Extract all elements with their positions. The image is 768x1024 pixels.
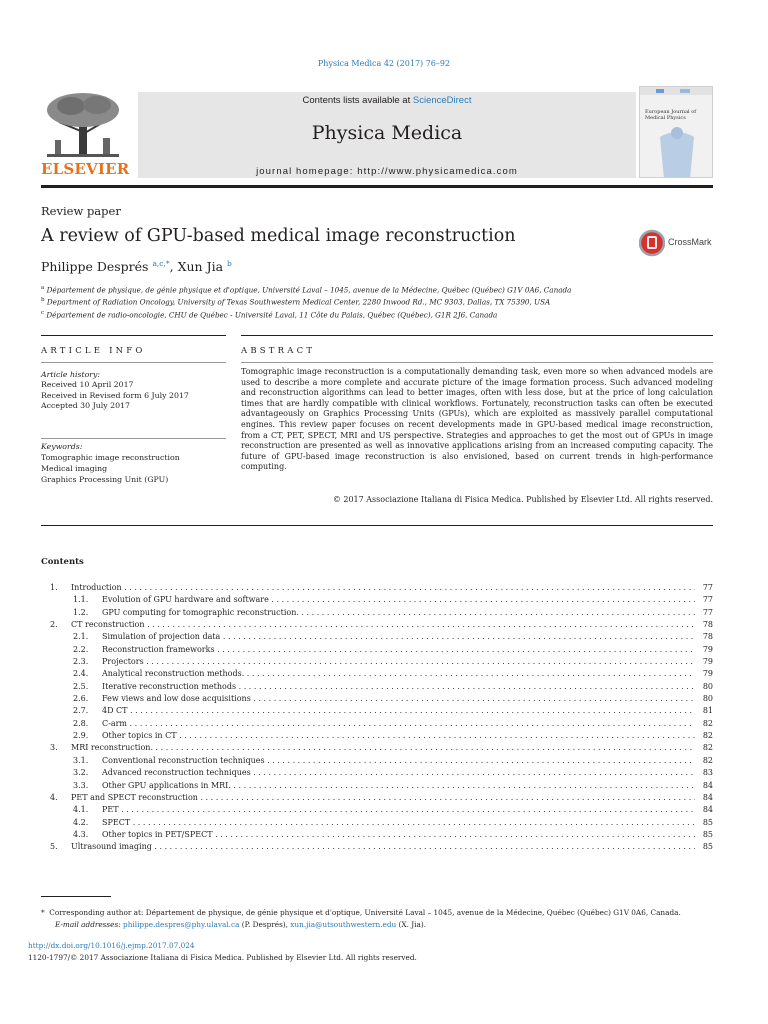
- toc-entry[interactable]: [41, 718, 713, 730]
- toc-entry-label[interactable]: C-arm . . .: [102, 718, 695, 730]
- toc-entry-label[interactable]: Other topics in CT . . .: [102, 730, 695, 742]
- toc-entry[interactable]: [41, 681, 713, 693]
- toc-entry-page[interactable]: 78: [702, 632, 713, 642]
- toc-entry-number: 1.2.: [73, 607, 89, 617]
- toc-entry-page[interactable]: 84: [702, 792, 713, 802]
- toc-entry[interactable]: [41, 755, 713, 767]
- masthead-rule: [41, 185, 713, 188]
- divider: [41, 438, 226, 439]
- abstract-heading: ABSTRACT: [241, 346, 316, 356]
- toc-entry-page[interactable]: 82: [702, 755, 713, 765]
- affiliation-item: [41, 308, 713, 320]
- toc-entry[interactable]: [41, 780, 713, 792]
- toc-entry-label[interactable]: Other topics in PET/SPECT . . .: [102, 829, 695, 841]
- toc-entry[interactable]: [41, 594, 713, 606]
- toc-entry[interactable]: [41, 644, 713, 656]
- email-label: E-mail addresses:: [55, 919, 121, 929]
- table-of-contents: [41, 582, 713, 854]
- history-item: Accepted 30 July 2017: [41, 400, 130, 410]
- toc-entry-label[interactable]: Ultrasound imaging . . .: [71, 841, 695, 853]
- affiliation-text: Département de radio-oncologie, CHU de Québec - Université Laval, 11 Côte du Palais, Québec (Québec), G1R 2J6, Canada: [46, 310, 498, 320]
- toc-entry-label[interactable]: PET and SPECT reconstruction . . .: [71, 792, 695, 804]
- toc-entry-page[interactable]: 80: [702, 694, 713, 704]
- sciencedirect-link[interactable]: ScienceDirect: [412, 95, 472, 106]
- toc-entry-number: 2.7.: [73, 706, 89, 716]
- journal-header-band: [138, 92, 636, 178]
- toc-entry-label[interactable]: Other GPU applications in MRI. . . .: [102, 780, 695, 792]
- toc-entry-number: 2.4.: [73, 669, 89, 679]
- toc-entry-number: 2.5.: [73, 681, 89, 691]
- divider: [241, 362, 713, 363]
- footnote-emails: [41, 919, 731, 931]
- toc-entry-page[interactable]: 77: [702, 595, 713, 605]
- toc-entry-number: 3.1.: [73, 755, 89, 765]
- toc-entry-label[interactable]: PET . . .: [102, 804, 695, 816]
- toc-entry-page[interactable]: 84: [702, 780, 713, 790]
- toc-entry-number: 2.2.: [73, 644, 89, 654]
- toc-entry[interactable]: [41, 619, 713, 631]
- divider: [41, 525, 713, 526]
- journal-cover-thumbnail: [639, 86, 713, 178]
- elsevier-wordmark: ELSEVIER: [41, 160, 130, 178]
- toc-entry-label[interactable]: GPU computing for tomographic reconstruction. . . .: [102, 607, 695, 619]
- toc-entry-number: 2.8.: [73, 718, 89, 728]
- author-affiliation-marks[interactable]: b: [227, 259, 232, 268]
- crossmark-badge[interactable]: [639, 229, 719, 257]
- toc-entry[interactable]: [41, 656, 713, 668]
- abstract-text: Tomographic image reconstruction is a computationally demanding task, even more so when advanced models are used to describe a more complete and accurate picture of the image formation process. Such advanced modeling and reconstruction algorithms can lead to better images, often with less dose, but at the price of long calculation times that are hardly compatible with clinical workflows. Fortunately, reconstruction tasks can often be executed advantageously on Graphics Processing Units (GPUs), which are exploited as massively parallel computational engines. This review paper focuses on recent developments made in GPU-based medical image reconstruction, from a CT, PET, SPECT, MRI and US perspective. Strategies and approaches to get the most out of GPUs in image reconstruction are presented as well as innovative applications arising from an increased computing capacity. The future of GPU-based image reconstruction is also envisioned, based on current trends in high-performance computing.: [241, 367, 713, 472]
- toc-entry-label[interactable]: Advanced reconstruction techniques . . .: [102, 767, 695, 779]
- toc-entry-number: 3.: [50, 743, 58, 753]
- masthead: [41, 86, 713, 178]
- crossmark-label: CrossMark: [668, 237, 712, 247]
- history-item: Received 10 April 2017: [41, 380, 134, 390]
- keywords-label: Keywords:: [41, 442, 83, 451]
- toc-entry-number: 2.3.: [73, 657, 89, 667]
- author-name[interactable]: Philippe Després: [41, 259, 149, 275]
- history-item: Received in Revised form 6 July 2017: [41, 390, 189, 400]
- toc-entry-label[interactable]: Conventional reconstruction techniques . . .: [102, 755, 695, 767]
- footnote-mark: *: [41, 908, 45, 917]
- issn-copyright-line: 1120-1797/© 2017 Associazione Italiana di Fisica Medica. Published by Elsevier Ltd. All rights reserved.: [28, 953, 417, 962]
- footnote-corresponding: [41, 907, 731, 919]
- toc-entry-page[interactable]: 85: [702, 817, 713, 827]
- affiliation-text: Département de physique, de génie physique et d'optique, Université Laval – 1045, avenue de la Médecine, Québec (Québec) G1V 0A6, Canada: [46, 285, 572, 295]
- toc-entry-label[interactable]: SPECT . . .: [102, 817, 695, 829]
- toc-entry-label[interactable]: Analytical reconstruction methods. . . .: [102, 668, 695, 680]
- toc-entry[interactable]: [41, 829, 713, 841]
- toc-entry[interactable]: [41, 792, 713, 804]
- toc-entry-page[interactable]: 77: [702, 607, 713, 617]
- divider: [41, 335, 226, 336]
- cover-title: European Journal of Medical Physics: [645, 109, 697, 121]
- toc-entry[interactable]: [41, 841, 713, 853]
- email-owner: (X. Jia).: [396, 919, 427, 929]
- toc-entry-label[interactable]: Reconstruction frameworks . . .: [102, 644, 695, 656]
- toc-entry-label[interactable]: Iterative reconstruction methods . . .: [102, 681, 695, 693]
- keywords: [41, 441, 180, 485]
- article-info-heading: ARTICLE INFO: [41, 346, 146, 356]
- cover-art-icon: [640, 87, 713, 178]
- toc-entry-page[interactable]: 78: [702, 620, 713, 630]
- toc-entry[interactable]: [41, 705, 713, 717]
- toc-entry-label[interactable]: 4D CT . . .: [102, 705, 695, 717]
- keyword-item: Tomographic image reconstruction: [41, 453, 180, 462]
- divider: [41, 362, 226, 363]
- toc-entry[interactable]: [41, 742, 713, 754]
- tree-icon: [41, 92, 125, 162]
- toc-entry-number: 1.: [50, 583, 58, 592]
- elsevier-logo: [41, 92, 130, 178]
- toc-entry[interactable]: [41, 817, 713, 829]
- affiliation-item: [41, 283, 713, 295]
- toc-entry-number: 2.9.: [73, 731, 89, 741]
- toc-entry[interactable]: [41, 607, 713, 619]
- journal-reference-link[interactable]: Physica Medica 42 (2017) 76–92: [317, 59, 451, 68]
- affiliation-text: Department of Radiation Oncology, University of Texas Southwestern Medical Center, 2280 Inwood Rd., MC 9303, Dallas, TX 75390, USA: [46, 297, 551, 307]
- toc-entry-label[interactable]: Few views and low dose acquisitions . . .: [102, 693, 695, 705]
- toc-entry[interactable]: [41, 804, 713, 816]
- journal-homepage[interactable]: journal homepage: http://www.physicamedica.com: [256, 166, 518, 177]
- toc-entry-number: 4.3.: [73, 829, 89, 839]
- contents-available-line: [138, 95, 636, 106]
- email-owner: (P. Després),: [239, 919, 291, 929]
- toc-entry-label[interactable]: Projectors . . .: [102, 656, 695, 668]
- abstract-copyright: © 2017 Associazione Italiana di Fisica Medica. Published by Elsevier Ltd. All rights reserved.: [332, 495, 713, 504]
- email-link-despres[interactable]: philippe.despres@phy.ulaval.ca: [123, 919, 240, 929]
- author-list: Philippe Després $^{a,c,*}$, Xun Jia $^b$: [41, 259, 232, 275]
- toc-entry-page[interactable]: 79: [702, 669, 713, 679]
- affiliation-key: c: [41, 309, 45, 316]
- keyword-item: Graphics Processing Unit (GPU): [41, 475, 169, 484]
- toc-entry[interactable]: [41, 582, 713, 594]
- toc-entry-number: 2.6.: [73, 694, 89, 704]
- toc-entry[interactable]: [41, 767, 713, 779]
- article-type: Review paper: [41, 204, 121, 218]
- toc-entry-page[interactable]: 77: [702, 583, 713, 592]
- contents-prefix: Contents lists available at: [302, 95, 413, 106]
- toc-entry-page[interactable]: 84: [702, 805, 713, 815]
- toc-entry-number: 4.2.: [73, 817, 89, 827]
- footnote-rule: [41, 896, 111, 897]
- toc-entry-number: 4.1.: [73, 805, 89, 815]
- crossmark-icon: [639, 229, 665, 257]
- keyword-item: Medical imaging: [41, 464, 108, 473]
- toc-entry-number: 2.1.: [73, 632, 89, 642]
- toc-entry-page[interactable]: 85: [702, 829, 713, 839]
- toc-entry[interactable]: [41, 631, 713, 643]
- divider: [241, 335, 713, 336]
- toc-entry-page[interactable]: 81: [702, 706, 713, 716]
- toc-entry-page[interactable]: 79: [702, 657, 713, 667]
- affiliation-key: a: [41, 285, 45, 291]
- author-name[interactable]: Xun Jia: [177, 259, 224, 275]
- toc-entry-label[interactable]: MRI reconstruction. . . .: [71, 742, 695, 754]
- toc-entry-page[interactable]: 82: [702, 718, 713, 728]
- corresponding-author-footnote: [41, 907, 731, 930]
- doi-link[interactable]: http://dx.doi.org/10.1016/j.ejmp.2017.07.024: [28, 941, 195, 950]
- toc-entry-number: 3.2.: [73, 768, 89, 778]
- toc-entry[interactable]: [41, 668, 713, 680]
- affiliation-key: b: [41, 297, 45, 304]
- toc-entry-page[interactable]: 82: [702, 743, 713, 753]
- affiliation-item: [41, 295, 713, 307]
- footnote-corresponding-text: Corresponding author at: Département de physique, de génie physique et d'optique, Université Laval – 1045, avenue de la Médecine, Québec (Québec) G1V 0A6, Canada.: [49, 908, 681, 917]
- contents-heading: Contents: [41, 557, 84, 567]
- author-affiliation-marks[interactable]: a,c,*: [152, 259, 170, 268]
- toc-entry-page[interactable]: 85: [702, 842, 713, 852]
- toc-entry-number: 3.3.: [73, 780, 89, 790]
- toc-entry-number: 1.1.: [73, 595, 89, 605]
- toc-entry-label[interactable]: Introduction . . .: [71, 582, 695, 594]
- affiliations: [41, 283, 713, 320]
- toc-entry[interactable]: [41, 693, 713, 705]
- toc-entry-label[interactable]: Simulation of projection data . . .: [102, 631, 695, 643]
- article-title: A review of GPU-based medical image reconstruction: [41, 226, 516, 246]
- toc-entry-number: 4.: [50, 792, 58, 802]
- email-link-jia[interactable]: xun.jia@utsouthwestern.edu: [290, 919, 397, 929]
- toc-entry-page[interactable]: 82: [702, 731, 713, 741]
- toc-entry-label[interactable]: CT reconstruction . . .: [71, 619, 695, 631]
- toc-entry-page[interactable]: 80: [702, 681, 713, 691]
- toc-entry-label[interactable]: Evolution of GPU hardware and software . . .: [102, 594, 695, 606]
- history-label: Article history:: [41, 370, 101, 379]
- toc-entry-number: 5.: [50, 842, 58, 852]
- journal-name: Physica Medica: [311, 122, 463, 144]
- toc-entry-page[interactable]: 83: [702, 768, 713, 778]
- toc-entry-page[interactable]: 79: [702, 644, 713, 654]
- toc-entry-number: 2.: [50, 620, 58, 630]
- toc-entry[interactable]: [41, 730, 713, 742]
- article-history: [41, 370, 189, 411]
